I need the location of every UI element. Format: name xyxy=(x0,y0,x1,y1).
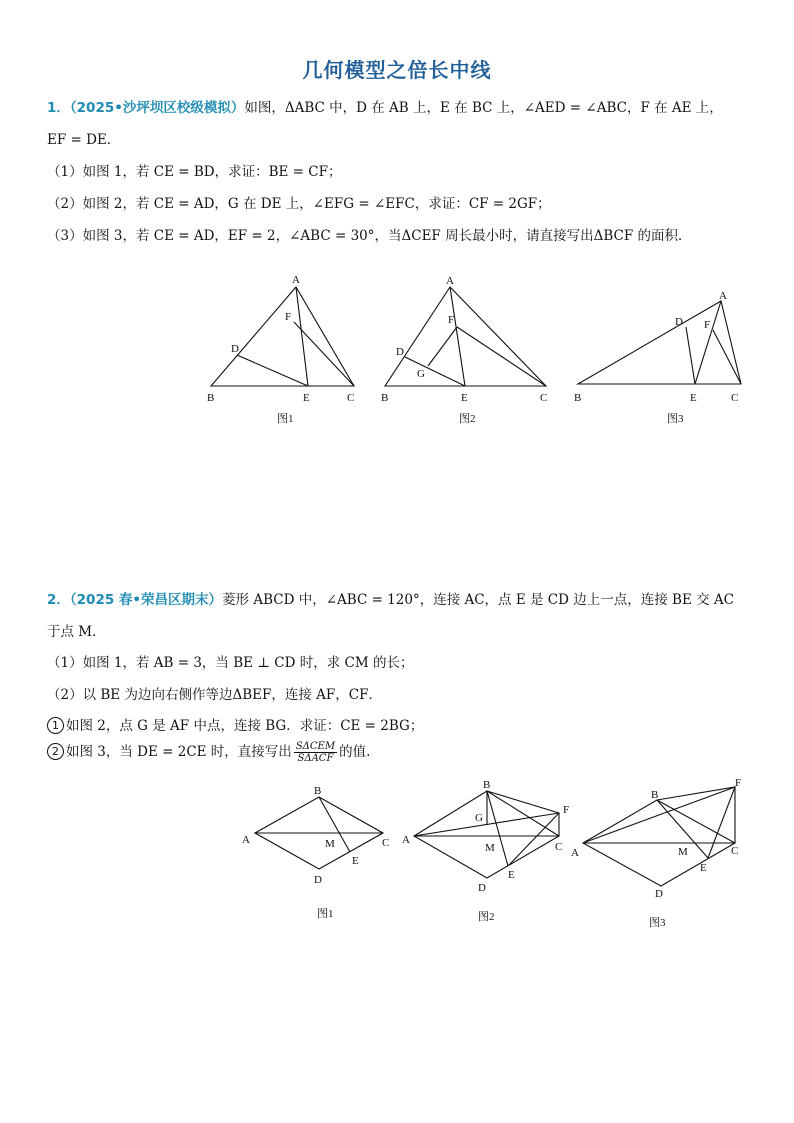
label-e: E xyxy=(461,392,468,404)
label-e: E xyxy=(303,392,310,404)
segment-de xyxy=(405,357,465,386)
segment-fc xyxy=(713,330,741,384)
label-c: C xyxy=(382,837,390,849)
segment-de xyxy=(237,355,308,386)
fig-caption: 图1 xyxy=(277,413,294,425)
label-c: C xyxy=(731,392,739,404)
q1-figure-2 xyxy=(381,275,547,425)
label-a: A xyxy=(402,834,410,846)
label-d: D xyxy=(655,888,663,900)
q2-stem-text: 菱形 ABCD 中，∠ABC = 120°，连接 AC，点 E 是 CD 边上一点，连接 BE 交 AC xyxy=(222,592,734,608)
fig-caption: 图2 xyxy=(459,413,476,425)
segment-fc xyxy=(294,322,354,386)
label-c: C xyxy=(540,392,548,404)
fig-caption: 图3 xyxy=(667,413,684,425)
label-d: D xyxy=(675,316,683,328)
label-e: E xyxy=(700,862,707,874)
q2-figure-2 xyxy=(402,779,569,923)
equilateral-bef-sides xyxy=(657,787,735,858)
q1-number: 1． xyxy=(47,100,70,116)
fig-caption: 图2 xyxy=(478,911,495,923)
fig-caption: 图3 xyxy=(649,917,666,929)
label-a: A xyxy=(446,275,454,287)
fraction-denominator: SΔACF xyxy=(297,753,334,764)
q1-part1: （1）如图 1，若 CE = BD，求证：BE = CF； xyxy=(47,164,342,180)
label-f: F xyxy=(285,311,292,323)
q2-figure-3 xyxy=(571,777,741,929)
segment-fg xyxy=(428,327,457,366)
label-m: M xyxy=(485,842,495,854)
triangle-abc xyxy=(385,287,546,386)
q2-part1: （1）如图 1，若 AB = 3，当 BE ⊥ CD 时，求 CM 的长； xyxy=(47,655,414,671)
q2-part2: （2）以 BE 为边向右侧作等边ΔBEF，连接 AF，CF． xyxy=(47,687,382,703)
label-b: B xyxy=(651,789,659,801)
label-a: A xyxy=(292,274,300,286)
fig-caption: 图1 xyxy=(317,908,334,920)
q1-stem-line2: EF = DE． xyxy=(47,132,121,148)
page-title: 几何模型之倍长中线 xyxy=(302,58,492,82)
label-g: G xyxy=(417,368,425,380)
circle-two-marker: 2 xyxy=(47,743,64,760)
q1-figure-3 xyxy=(574,290,741,425)
q1-figure-1 xyxy=(207,274,354,425)
label-a: A xyxy=(242,834,250,846)
q2-stem-line2: 于点 M． xyxy=(47,624,106,640)
label-b: B xyxy=(207,392,215,404)
q2-sub2-tail: 的值. xyxy=(339,744,371,760)
q2-sub1-text: 如图 2，点 G 是 AF 中点，连接 BG．求证：CE = 2BG； xyxy=(66,718,424,734)
q1-stem-text: 如图，ΔABC 中，D 在 AB 上，E 在 BC 上，∠AED = ∠ABC，F 在 AE 上， xyxy=(244,100,723,116)
label-m: M xyxy=(678,846,688,858)
q2-sub2-text: 如图 3，当 DE = 2CE 时，直接写出 xyxy=(66,744,292,760)
label-f: F xyxy=(448,314,455,326)
label-c: C xyxy=(555,841,563,853)
label-e: E xyxy=(508,869,515,881)
q2-source: （2025 春•荣昌区期末） xyxy=(69,592,223,608)
label-m: M xyxy=(325,838,335,850)
segment-ae xyxy=(450,287,465,386)
label-d: D xyxy=(478,882,486,894)
label-b: B xyxy=(314,785,322,797)
label-d: D xyxy=(396,346,404,358)
label-a: A xyxy=(571,847,579,859)
q2-figure-1 xyxy=(242,785,389,920)
label-e: E xyxy=(352,855,359,867)
segment-af xyxy=(583,787,735,843)
label-f: F xyxy=(563,804,570,816)
label-b: B xyxy=(574,392,582,404)
segment-fc xyxy=(457,327,546,386)
label-d: D xyxy=(231,343,239,355)
label-c: C xyxy=(731,845,739,857)
label-e: E xyxy=(690,392,697,404)
label-f: F xyxy=(735,777,742,789)
q2-number: 2． xyxy=(47,592,70,608)
q1-part3: （3）如图 3，若 CE = AD，EF = 2，∠ABC = 30°，当ΔCEF 周长最小时，请直接写出ΔBCF 的面积． xyxy=(47,228,692,244)
label-d: D xyxy=(314,874,322,886)
label-b: B xyxy=(483,779,491,791)
segment-ae xyxy=(296,287,308,386)
label-g: G xyxy=(475,812,483,824)
q1-part2: （2）如图 2，若 CE = AD，G 在 DE 上，∠EFG = ∠EFC，求证：CF = 2GF； xyxy=(47,196,551,212)
label-c: C xyxy=(347,392,355,404)
circle-one-marker: 1 xyxy=(47,717,64,734)
label-a: A xyxy=(719,290,727,302)
triangle-abc xyxy=(211,287,354,386)
label-b: B xyxy=(381,392,389,404)
fraction-numerator: SΔCEM xyxy=(295,741,336,752)
label-f: F xyxy=(704,319,711,331)
q1-source: （2025•沙坪坝区校级模拟） xyxy=(69,100,245,116)
segment-de xyxy=(686,327,695,384)
